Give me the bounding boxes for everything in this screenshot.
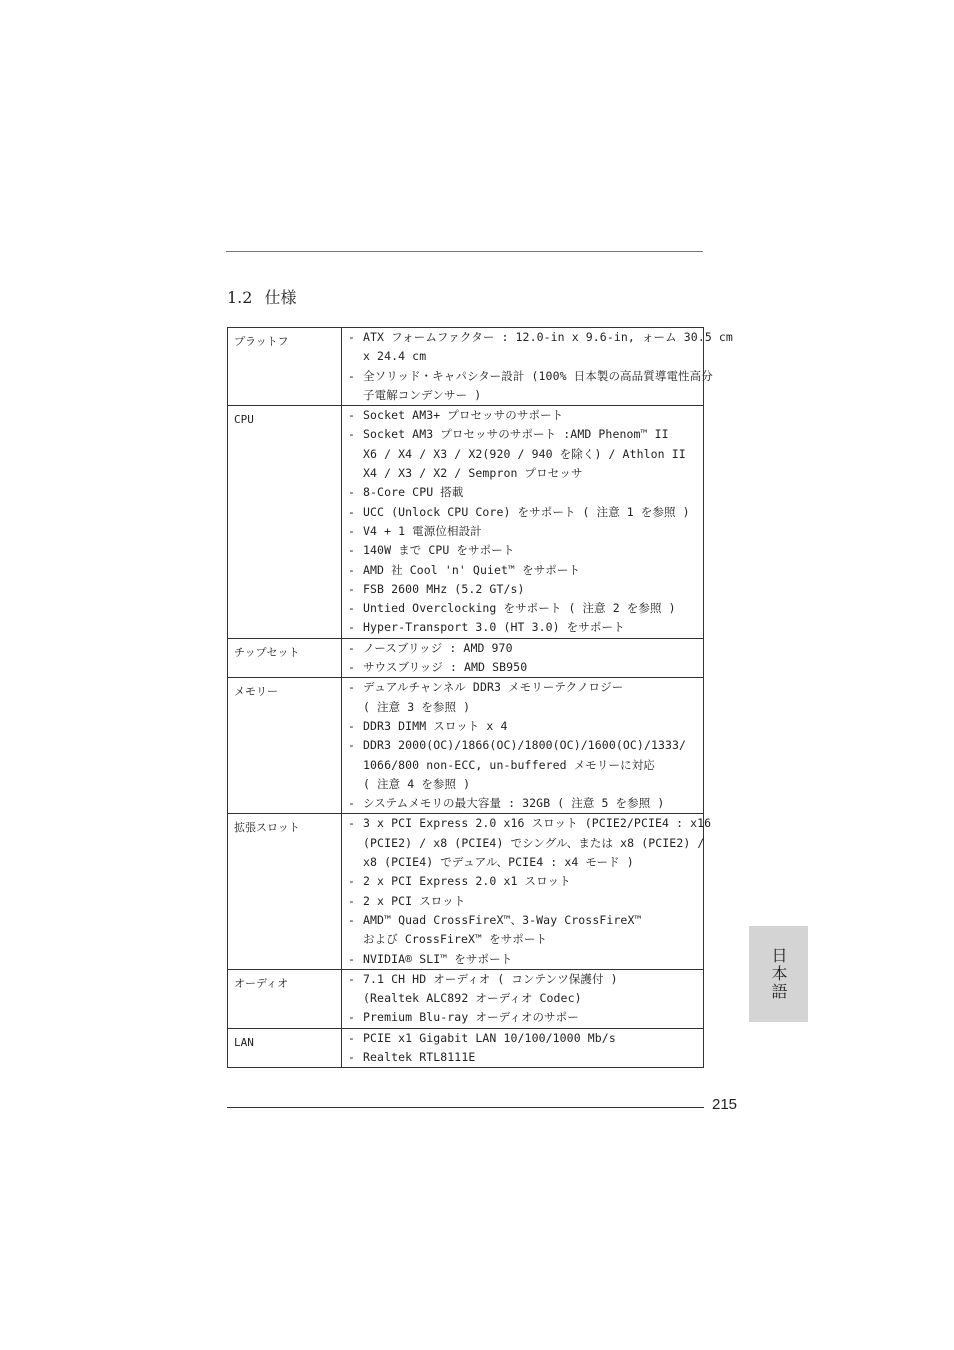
spec-row	[228, 1028, 704, 1068]
spec-line	[348, 483, 703, 502]
bullet-dash: -	[348, 893, 356, 908]
spec-line-text: Realtek RTL8111E	[363, 1049, 476, 1064]
spec-line	[348, 464, 703, 483]
spec-line	[348, 406, 703, 425]
spec-value	[342, 406, 704, 639]
bullet-dash: -	[348, 427, 356, 442]
spec-label: プラットフ	[228, 328, 342, 406]
bullet-dash: -	[348, 660, 356, 675]
spec-line-text: DDR3 2000(OC)/1866(OC)/1800(OC)/1600(OC)/1333/	[363, 738, 687, 753]
bullet-dash: -	[348, 543, 356, 558]
spec-line-text: 2 x PCI スロット	[363, 893, 466, 908]
bullet-dash: -	[348, 796, 356, 811]
bullet-dash: -	[348, 581, 356, 596]
section-number: 1.2	[227, 288, 253, 307]
spec-line	[348, 328, 733, 347]
spec-line-text: 子電解コンデンサー )	[363, 387, 482, 402]
spec-line	[348, 853, 703, 872]
spec-line-text: NVIDIA® SLI™ をサポート	[363, 951, 513, 966]
spec-line-text: Socket AM3 プロセッサのサポート :AMD Phenom™ II	[363, 427, 669, 442]
spec-line	[348, 756, 703, 775]
spec-line-text: (Realtek ALC892 オーディオ Codec)	[363, 991, 582, 1006]
header-rule	[226, 251, 703, 252]
bullet-dash: -	[348, 1030, 356, 1045]
spec-line	[348, 425, 703, 444]
bullet-dash: -	[348, 874, 356, 889]
spec-line	[348, 814, 712, 833]
spec-line-text: x 24.4 cm	[363, 349, 427, 364]
spec-line	[348, 445, 703, 464]
spec-line	[348, 639, 703, 658]
spec-line-text: Hyper-Transport 3.0 (HT 3.0) をサポート	[363, 620, 625, 635]
bullet-dash: -	[348, 1049, 356, 1064]
spec-line	[348, 794, 703, 813]
spec-line-text: ( 注意 3 を参照 )	[363, 699, 471, 714]
spec-line	[348, 892, 703, 911]
spec-line-text: 全ソリッド・キャパシター設計 (100% 日本製の高品質導電性高分	[363, 368, 713, 383]
bullet-dash: -	[348, 330, 356, 344]
spec-line	[348, 1048, 703, 1067]
spec-line-text: 1066/800 non-ECC, un-buffered メモリーに対応	[363, 757, 655, 772]
bullet-dash: -	[348, 1010, 356, 1025]
bullet-dash: -	[348, 368, 356, 383]
spec-line-text: Premium Blu-ray オーディオのサポー	[363, 1010, 579, 1025]
spec-label: LAN	[228, 1028, 342, 1068]
spec-row	[228, 406, 704, 639]
spec-line-text: X6 / X4 / X3 / X2(920 / 940 を除く) / Athlon II	[363, 446, 686, 461]
spec-line	[348, 911, 703, 930]
spec-value	[342, 1028, 704, 1068]
spec-line-text: システムメモリの最大容量 : 32GB ( 注意 5 を参照 )	[363, 796, 665, 811]
spec-line	[348, 580, 703, 599]
spec-line-text: 8-Core CPU 搭載	[363, 485, 464, 500]
bullet-dash: -	[348, 523, 356, 538]
spec-line	[348, 736, 703, 755]
spec-line-text: Untied Overclocking をサポート ( 注意 2 を参照 )	[363, 601, 676, 616]
spec-line	[348, 950, 703, 969]
spec-line	[348, 989, 703, 1008]
spec-label: オーディオ	[228, 969, 342, 1028]
spec-line-text: 140W まで CPU をサポート	[363, 543, 515, 558]
spec-label: チップセット	[228, 638, 342, 678]
spec-line	[348, 522, 703, 541]
section-heading: 仕様	[264, 288, 297, 307]
spec-line	[348, 930, 703, 949]
spec-line-text: ( 注意 4 を参照 )	[363, 776, 471, 791]
spec-line-text: V4 + 1 電源位相設計	[363, 523, 482, 538]
spec-line-text: AMD™ Quad CrossFireX™、3-Way CrossFireX™	[363, 912, 642, 927]
bullet-dash: -	[348, 408, 356, 423]
bullet-dash: -	[348, 485, 356, 500]
spec-value	[342, 969, 704, 1028]
spec-line	[348, 775, 703, 794]
bullet-dash: -	[348, 620, 356, 635]
spec-line	[348, 872, 703, 891]
spec-line	[348, 678, 703, 697]
spec-line-text: 7.1 CH HD オーディオ ( コンテンツ保護付 )	[363, 971, 618, 986]
spec-line	[348, 970, 703, 989]
spec-line	[348, 717, 703, 736]
spec-line	[348, 1008, 703, 1027]
language-tab	[749, 926, 808, 1022]
bullet-dash: -	[348, 601, 356, 616]
spec-label: 拡張スロット	[228, 814, 342, 969]
spec-line-text: x8 (PCIE4) でデュアル、PCIE4 : x4 モード )	[363, 855, 634, 870]
spec-row	[228, 678, 704, 814]
spec-line	[348, 503, 703, 522]
footer-rule	[227, 1107, 704, 1108]
spec-line-text: DDR3 DIMM スロット x 4	[363, 718, 508, 733]
spec-label: CPU	[228, 406, 342, 639]
bullet-dash: -	[348, 912, 356, 927]
spec-line	[348, 1029, 703, 1048]
section-title	[227, 285, 296, 308]
spec-line-text: AMD 社 Cool 'n' Quiet™ をサポート	[363, 562, 581, 577]
spec-line-text: PCIE x1 Gigabit LAN 10/100/1000 Mb/s	[363, 1030, 616, 1045]
spec-row	[228, 328, 704, 406]
bullet-dash: -	[348, 562, 356, 577]
spec-line-text: ノースブリッジ : AMD 970	[363, 640, 513, 655]
spec-row	[228, 814, 704, 969]
spec-line	[348, 561, 703, 580]
bullet-dash: -	[348, 718, 356, 733]
spec-line	[348, 347, 703, 366]
spec-table	[227, 327, 733, 1068]
spec-row	[228, 969, 704, 1028]
spec-line	[348, 618, 703, 637]
language-tab-label: 日本語	[769, 947, 788, 1001]
spec-line-text: X4 / X3 / X2 / Sempron プロセッサ	[363, 466, 583, 481]
spec-line-text: デュアルチャンネル DDR3 メモリーテクノロジー	[363, 680, 624, 695]
spec-value	[342, 678, 704, 814]
bullet-dash: -	[348, 971, 356, 986]
spec-line	[348, 367, 713, 386]
spec-row	[228, 638, 704, 678]
bullet-dash: -	[348, 504, 356, 519]
spec-line	[348, 599, 703, 618]
spec-line-text: および CrossFireX™ をサポート	[363, 932, 548, 947]
spec-value	[342, 328, 733, 406]
spec-value	[342, 814, 712, 969]
spec-label: メモリー	[228, 678, 342, 814]
spec-line-text: サウスブリッジ : AMD SB950	[363, 660, 528, 675]
spec-value	[342, 638, 704, 678]
bullet-dash: -	[348, 640, 356, 655]
spec-line-text: 2 x PCI Express 2.0 x1 スロット	[363, 874, 571, 889]
spec-line	[348, 658, 703, 677]
spec-line-text: Socket AM3+ プロセッサのサポート	[363, 408, 564, 423]
spec-line-text: 3 x PCI Express 2.0 x16 スロット (PCIE2/PCIE4 : x16	[363, 816, 712, 831]
bullet-dash: -	[348, 738, 356, 753]
spec-line	[348, 386, 703, 405]
spec-line-text: UCC (Unlock CPU Core) をサポート ( 注意 1 を参照 )	[363, 504, 690, 519]
spec-line-text: (PCIE2) / x8 (PCIE4) でシングル、または x8 (PCIE2) /	[363, 835, 705, 850]
spec-line	[348, 834, 703, 853]
spec-line	[348, 541, 703, 560]
bullet-dash: -	[348, 680, 356, 695]
page-number: 215	[712, 1096, 738, 1113]
bullet-dash: -	[348, 816, 356, 831]
spec-line-text: ATX フォームファクター : 12.0-in x 9.6-in, ォーム 30.5 cm	[363, 330, 733, 344]
bullet-dash: -	[348, 951, 356, 966]
spec-line	[348, 698, 703, 717]
spec-line-text: FSB 2600 MHz (5.2 GT/s)	[363, 581, 525, 596]
